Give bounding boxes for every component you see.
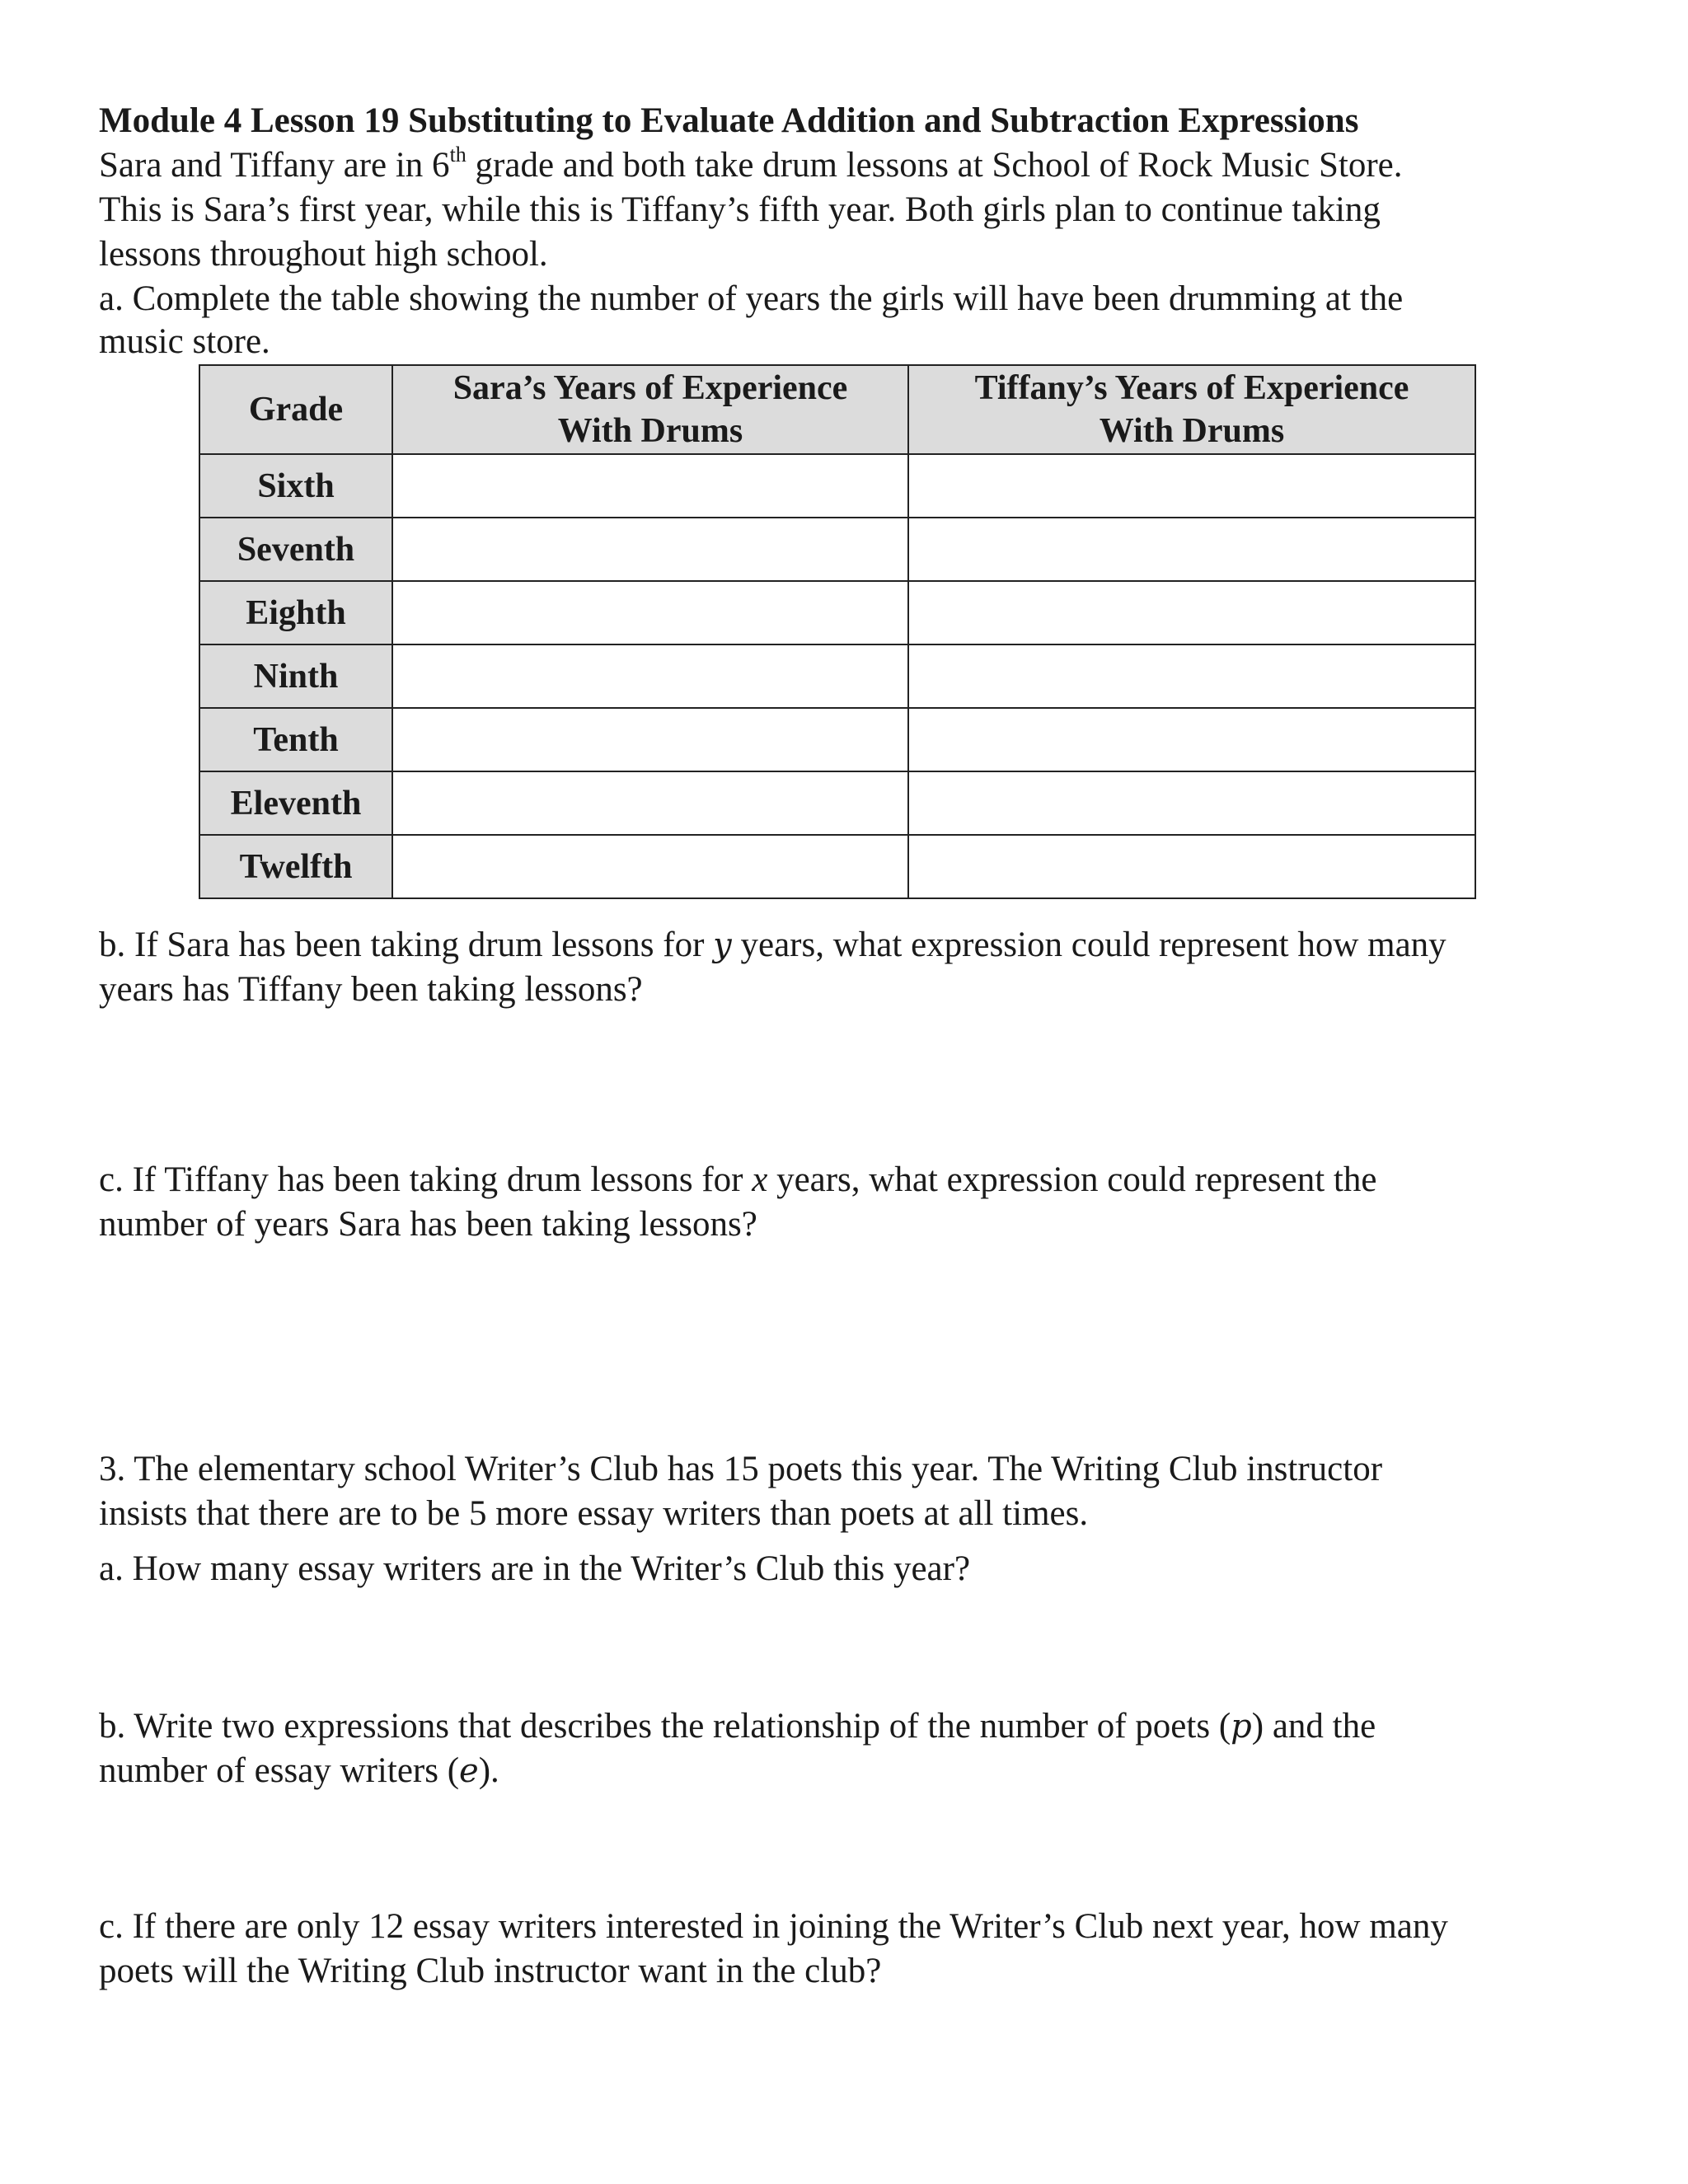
grade-cell: Eleventh bbox=[199, 771, 392, 835]
variable-e: e bbox=[459, 1752, 479, 1790]
experience-table bbox=[199, 364, 1476, 899]
table-row bbox=[199, 518, 1475, 581]
question-text: number of essay writers ( bbox=[99, 1751, 460, 1790]
question-text: years, what expression could represent the bbox=[767, 1160, 1377, 1199]
part-c-line-2: number of years Sara has been taking lessons? bbox=[99, 1205, 757, 1244]
intro-line-1 bbox=[99, 143, 1403, 188]
part-c-line-1 bbox=[99, 1158, 1376, 1202]
table-header-row bbox=[199, 365, 1475, 454]
grade-cell: Ninth bbox=[199, 644, 392, 708]
part-a-line-2: music store. bbox=[99, 322, 270, 361]
table-row bbox=[199, 644, 1475, 708]
tiffany-answer-cell[interactable] bbox=[908, 771, 1475, 835]
tiffany-header bbox=[908, 365, 1475, 454]
intro-line-2: This is Sara’s first year, while this is Tiffany’s fifth year. Both girls plan to continue taking bbox=[99, 190, 1381, 229]
question-text: c. If Tiffany has been taking drum lessons for bbox=[99, 1160, 753, 1199]
question-text: b. Write two expressions that describes the relationship of the number of poets ( bbox=[99, 1707, 1231, 1746]
tiffany-answer-cell[interactable] bbox=[908, 644, 1475, 708]
q3-part-b-line-1 bbox=[99, 1704, 1376, 1749]
q3-part-c-line-1: c. If there are only 12 essay writers interested in joining the Writer’s Club next year, how many bbox=[99, 1907, 1448, 1946]
table-row bbox=[199, 708, 1475, 771]
question-text: b. If Sara has been taking drum lessons for bbox=[99, 926, 714, 964]
sara-answer-cell[interactable] bbox=[392, 771, 908, 835]
sara-answer-cell[interactable] bbox=[392, 835, 908, 898]
sara-answer-cell[interactable] bbox=[392, 644, 908, 708]
q3-part-c-line-2: poets will the Writing Club instructor want in the club? bbox=[99, 1952, 882, 1990]
part-a-line-1: a. Complete the table showing the number of years the girls will have been drumming at the bbox=[99, 279, 1404, 318]
variable-x: x bbox=[752, 1160, 768, 1199]
part-b-line-2: years has Tiffany been taking lessons? bbox=[99, 970, 643, 1009]
sara-header-line-2: With Drums bbox=[557, 412, 743, 450]
tiffany-answer-cell[interactable] bbox=[908, 454, 1475, 518]
grade-cell: Sixth bbox=[199, 454, 392, 518]
tiffany-answer-cell[interactable] bbox=[908, 581, 1475, 644]
tiffany-answer-cell[interactable] bbox=[908, 835, 1475, 898]
q3-part-b-line-2 bbox=[99, 1749, 499, 1793]
part-b-line-1 bbox=[99, 923, 1447, 968]
grade-header: Grade bbox=[199, 365, 392, 454]
table-row bbox=[199, 581, 1475, 644]
question-text: ). bbox=[478, 1751, 499, 1790]
sara-answer-cell[interactable] bbox=[392, 518, 908, 581]
question-text: years, what expression could represent how many bbox=[731, 926, 1447, 964]
grade-cell: Seventh bbox=[199, 518, 392, 581]
sara-header-line-1: Sara’s Years of Experience bbox=[452, 369, 848, 407]
tiffany-header-line-2: With Drums bbox=[1099, 412, 1285, 450]
tiffany-header-line-1: Tiffany’s Years of Experience bbox=[974, 369, 1409, 407]
tiffany-answer-cell[interactable] bbox=[908, 708, 1475, 771]
table-row bbox=[199, 454, 1475, 518]
question-text: ) and the bbox=[1251, 1707, 1376, 1746]
sara-answer-cell[interactable] bbox=[392, 708, 908, 771]
intro-line-3: lessons throughout high school. bbox=[99, 235, 548, 274]
variable-y: y bbox=[713, 926, 732, 964]
intro-text: Sara and Tiffany are in 6 bbox=[99, 146, 450, 185]
sara-answer-cell[interactable] bbox=[392, 454, 908, 518]
sara-answer-cell[interactable] bbox=[392, 581, 908, 644]
intro-text: grade and both take drum lessons at School of Rock Music Store. bbox=[466, 146, 1403, 185]
variable-p: p bbox=[1231, 1708, 1252, 1746]
q3-line-2: insists that there are to be 5 more essay writers than poets at all times. bbox=[99, 1494, 1089, 1533]
q3-part-a: a. How many essay writers are in the Writer’s Club this year? bbox=[99, 1549, 971, 1588]
grade-cell: Twelfth bbox=[199, 835, 392, 898]
q3-line-1: 3. The elementary school Writer’s Club has 15 poets this year. The Writing Club instructor bbox=[99, 1450, 1383, 1488]
page-title: Module 4 Lesson 19 Substituting to Evaluate Addition and Subtraction Expressions bbox=[99, 101, 1359, 140]
sara-header bbox=[392, 365, 908, 454]
grade-cell: Eighth bbox=[199, 581, 392, 644]
tiffany-answer-cell[interactable] bbox=[908, 518, 1475, 581]
table-row bbox=[199, 835, 1475, 898]
table-row bbox=[199, 771, 1475, 835]
ordinal-suffix: th bbox=[449, 143, 467, 166]
grade-cell: Tenth bbox=[199, 708, 392, 771]
